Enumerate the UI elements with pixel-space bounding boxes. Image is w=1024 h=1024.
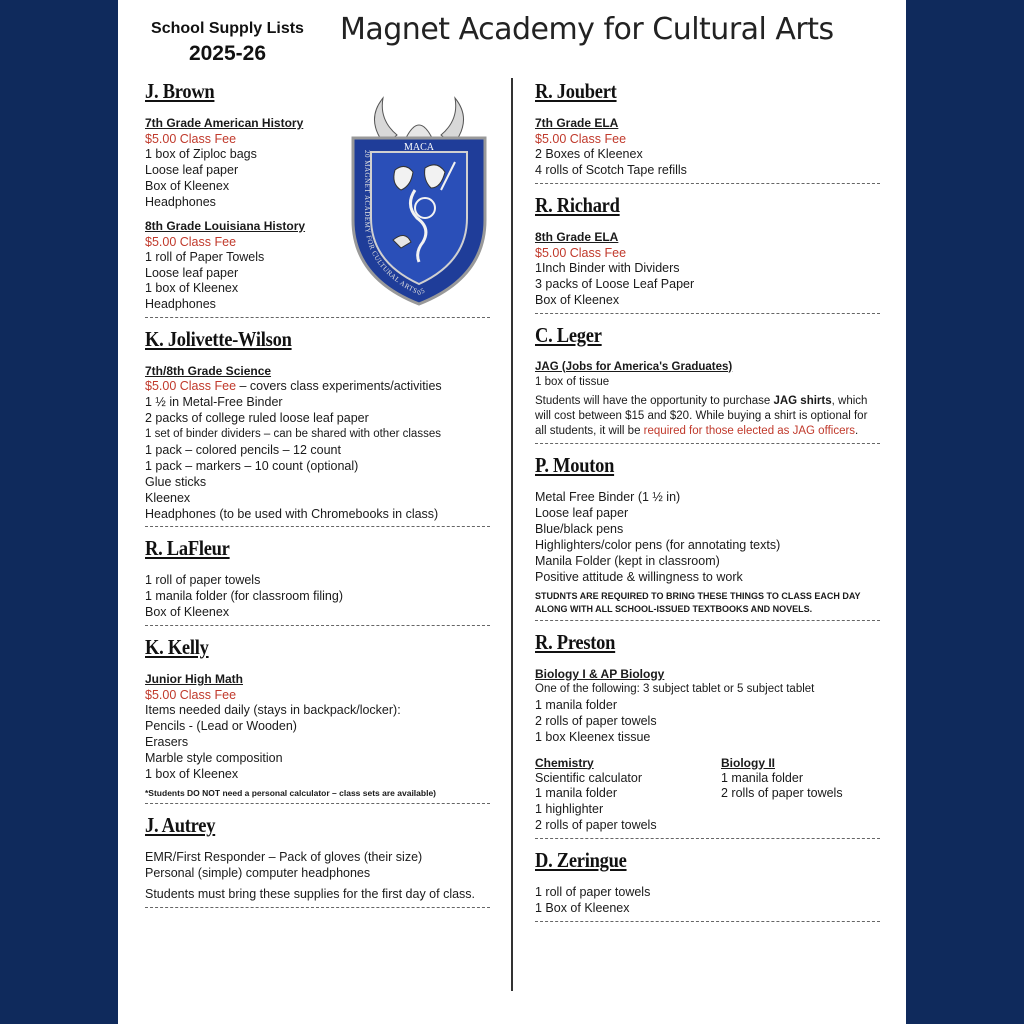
list-item: Blue/black pens	[535, 522, 624, 537]
teacher-name: J. Brown	[145, 79, 215, 103]
teacher-name: R. LaFleur	[145, 536, 230, 561]
right-column	[535, 78, 880, 930]
list-item: Marble style composition	[145, 750, 283, 765]
teacher-name: K. Kelly	[145, 635, 209, 660]
list-item: 3 packs of Loose Leaf Paper	[535, 276, 695, 291]
list-item: Headphones	[145, 297, 216, 312]
list-item: 4 rolls of Scotch Tape refills	[535, 162, 687, 177]
list-item: 2 rolls of paper towels	[535, 818, 657, 833]
list-item: 1Inch Binder with Dividers	[535, 260, 680, 275]
fee-note: – covers class experiments/activities	[236, 379, 442, 394]
list-item: 1 pack – markers – 10 count (optional)	[145, 458, 359, 473]
teacher-section-lafleur	[145, 535, 490, 626]
list-item: Loose leaf paper	[145, 162, 239, 177]
class-fee: $5.00 Class Fee	[145, 234, 237, 249]
list-item: 1 box of tissue	[535, 375, 610, 388]
note-text: Students will have the opportunity to purchase	[535, 395, 774, 408]
course-title: Biology II	[721, 755, 775, 770]
school-year: 2025-26	[188, 42, 267, 65]
list-item: Scientific calculator	[535, 770, 642, 785]
teacher-section-leger	[535, 322, 880, 445]
teacher-name: R. Richard	[535, 192, 620, 217]
list-item: 1 manila folder (for classroom filing)	[145, 589, 343, 604]
list-item: EMR/First Responder – Pack of gloves (their size)	[145, 849, 423, 864]
column-divider	[511, 78, 513, 991]
class-fee: $5.00 Class Fee	[145, 379, 237, 394]
teacher-section-brown	[145, 78, 490, 318]
list-item: Erasers	[145, 734, 189, 749]
course-title: Junior High Math	[145, 672, 243, 687]
course-title: JAG (Jobs for America's Graduates)	[535, 360, 733, 373]
list-item: 1 highlighter	[535, 802, 604, 817]
list-item: 1 roll of paper towels	[145, 573, 261, 588]
left-column	[145, 78, 490, 916]
list-item: Headphones (to be used with Chromebooks in class)	[145, 506, 439, 521]
list-item: 1 Box of Kleenex	[535, 901, 630, 916]
course-title: 7th/8th Grade Science	[145, 364, 272, 379]
list-item: 1 box of Kleenex	[145, 281, 239, 296]
biology-ii-list	[721, 756, 843, 835]
list-item: 2 rolls of paper towels	[721, 786, 843, 801]
list-item: Highlighters/color pens (for annotating texts)	[535, 538, 781, 553]
list-item: 1 box of Kleenex	[145, 766, 239, 781]
list-item: 1 manila folder	[535, 786, 617, 801]
list-item: 1 manila folder	[535, 697, 617, 712]
note-text: , which will cost between $15 and $20. While buying a shirt is optional for all students, it will be	[535, 395, 868, 438]
daily-requirement-note: STUDNTS ARE REQUIRED TO BRING THESE THINGS TO CLASS EACH DAY ALONG WITH ALL SCHOOL-ISSUED TEXTBOOKS AND NOVELS.	[535, 590, 861, 614]
list-item: Manila Folder (kept in classroom)	[535, 554, 720, 569]
list-item: 1 manila folder	[721, 770, 803, 785]
jag-shirt-note	[535, 394, 880, 439]
teacher-section-autrey	[145, 812, 490, 909]
list-item: Items needed daily (stays in backpack/locker):	[145, 703, 401, 718]
teacher-section-mouton	[535, 452, 880, 620]
list-item: Pencils - (Lead or Wooden)	[145, 719, 297, 734]
list-item: One of the following: 3 subject tablet or 5 subject tablet	[535, 682, 815, 695]
teacher-name: J. Autrey	[145, 812, 216, 837]
list-item: Kleenex	[145, 490, 191, 505]
list-item: Positive attitude & willingness to work	[535, 569, 743, 584]
list-item: Box of Kleenex	[535, 292, 620, 307]
supply-label: School Supply Lists	[151, 20, 304, 37]
list-item: Box of Kleenex	[145, 605, 230, 620]
school-title: Magnet Academy for Cultural Arts	[340, 12, 834, 47]
teacher-name: D. Zeringue	[535, 848, 627, 873]
first-day-note: Students must bring these supplies for the first day of class.	[145, 887, 476, 902]
note-bold: JAG shirts	[773, 395, 832, 408]
teacher-name: R. Joubert	[535, 79, 617, 103]
list-item: 2 rolls of paper towels	[535, 713, 657, 728]
class-fee: $5.00 Class Fee	[145, 688, 237, 703]
list-item: 1 ½ in Metal-Free Binder	[145, 395, 283, 410]
header-supply-label	[145, 20, 310, 66]
list-item: Metal Free Binder (1 ½ in)	[535, 490, 681, 505]
chemistry-list	[535, 756, 721, 835]
teacher-section-joubert	[535, 78, 880, 184]
note-red: required for those elected as JAG officers	[643, 425, 856, 438]
list-item: 1 box of Ziploc bags	[145, 147, 257, 161]
teacher-section-preston	[535, 629, 880, 839]
course-title: 8th Grade Louisiana History	[145, 218, 306, 233]
class-fee: $5.00 Class Fee	[535, 245, 627, 260]
supply-list-page	[118, 0, 906, 1024]
course-title: Biology I & AP Biology	[535, 666, 665, 681]
crest-text: MACA	[403, 142, 435, 153]
teacher-section-richard	[535, 192, 880, 314]
calculator-note: *Students DO NOT need a personal calculator – class sets are available)	[145, 787, 437, 798]
list-item: Headphones	[145, 194, 216, 209]
teacher-section-kelly	[145, 634, 490, 804]
list-item: Personal (simple) computer headphones	[145, 865, 371, 880]
crest-ring-text: 20 MAGNET ACADEMY FOR CULTURAL ARTS 05	[362, 150, 427, 298]
list-item: 1 roll of Paper Towels	[145, 249, 265, 264]
list-item: 2 packs of college ruled loose leaf paper	[145, 411, 369, 426]
course-title: Chemistry	[535, 755, 594, 770]
teacher-name: K. Jolivette-Wilson	[145, 327, 292, 352]
class-fee: $5.00 Class Fee	[535, 132, 627, 146]
list-item: 1 roll of paper towels	[535, 885, 651, 900]
list-item: 1 pack – colored pencils – 12 count	[145, 442, 341, 457]
teacher-name: R. Preston	[535, 629, 616, 654]
list-item: 2 Boxes of Kleenex	[535, 147, 643, 161]
note-text: .	[855, 425, 859, 438]
teacher-name: C. Leger	[535, 322, 602, 347]
list-item: Box of Kleenex	[145, 178, 230, 193]
teacher-name: P. Mouton	[535, 453, 615, 478]
list-item: Loose leaf paper	[145, 265, 239, 280]
list-item: Glue sticks	[145, 474, 207, 489]
course-title: 8th Grade ELA	[535, 229, 619, 244]
course-title: 7th Grade American History	[145, 116, 304, 130]
teacher-section-zeringue	[535, 847, 880, 922]
list-item: Loose leaf paper	[535, 506, 629, 521]
teacher-section-jolivette-wilson	[145, 326, 490, 527]
course-title: 7th Grade ELA	[535, 116, 619, 130]
list-item: 1 set of binder dividers – can be shared with other classes	[145, 427, 441, 440]
class-fee: $5.00 Class Fee	[145, 132, 237, 146]
list-item: 1 box Kleenex tissue	[535, 729, 651, 744]
